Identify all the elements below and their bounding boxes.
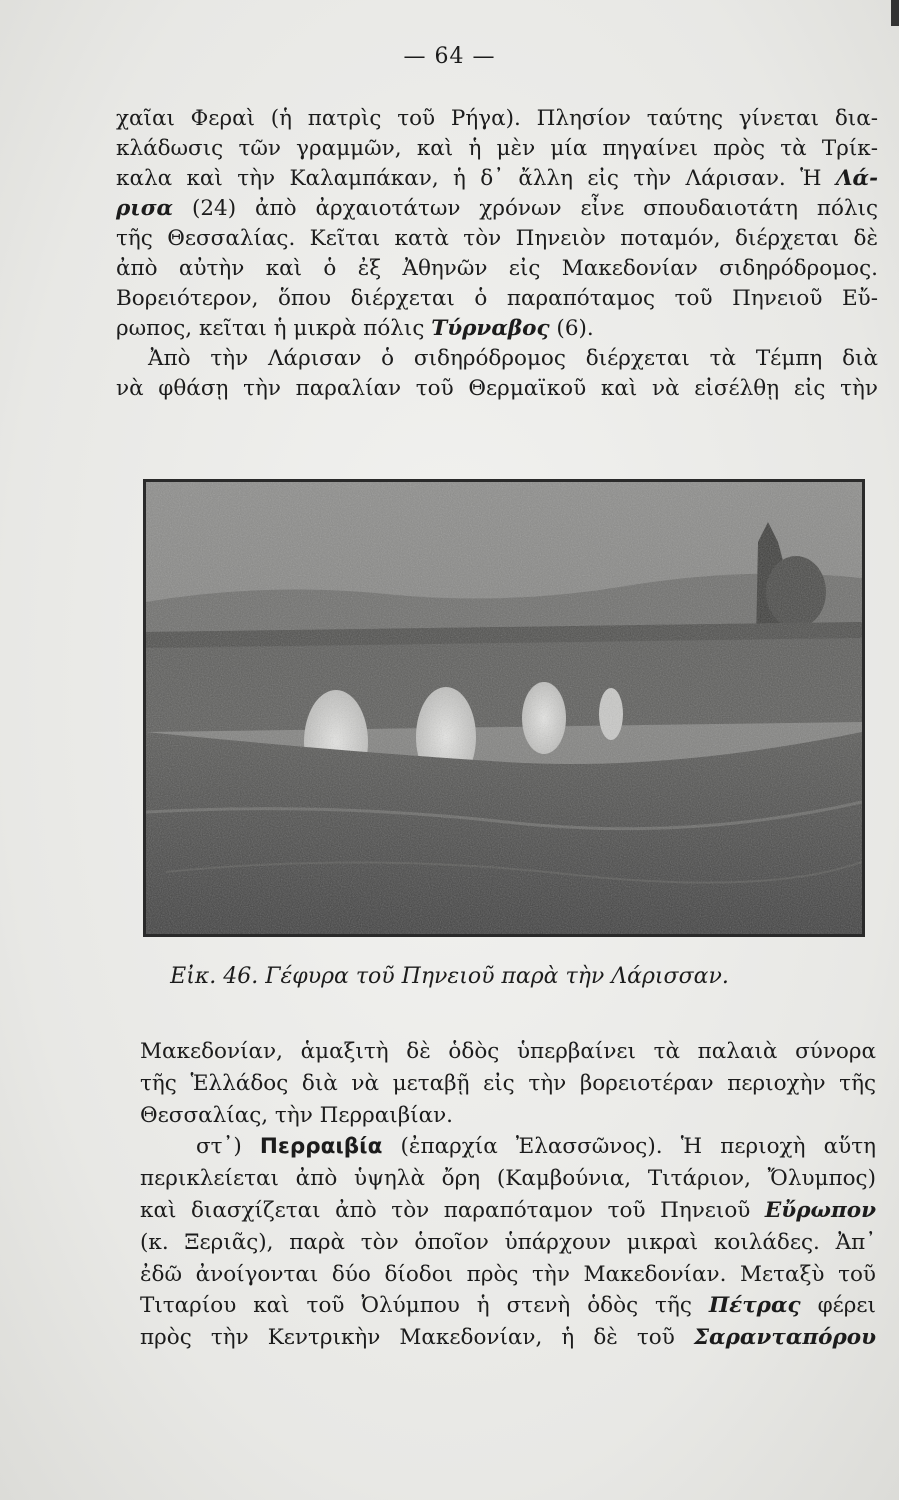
text-line: ἐδῶ ἀνοίγονται δύο δίοδοι πρὸς τὴν Μακεδονίαν. Μεταξὺ τοῦ — [140, 1261, 876, 1287]
text-line: Ἀπὸ τὴν Λάρισαν ὁ σιδηρόδρομος διέρχεται τὰ Τέμπη διὰ — [148, 346, 878, 371]
text-line: Θεσσαλίας, τὴν Περραιβίαν. — [140, 1102, 453, 1128]
bridge-photograph — [143, 479, 865, 937]
text-line: χαῖαι Φεραὶ (ἡ πατρὶς τοῦ Ρήγα). Πλησίον ταύτης γίνεται δια- — [116, 106, 878, 131]
text-line: (κ. Ξεριᾶς), παρὰ τὸν ὁποῖον ὑπάρχουν μικραὶ κοιλάδες. Ἀπ᾽ — [140, 1229, 876, 1255]
text-line: τῆς Θεσσαλίας. Κεῖται κατὰ τὸν Πηνειὸν ποταμόν, διέρχεται δὲ — [116, 226, 878, 251]
page-number: — 64 — — [403, 44, 496, 69]
text-line: καλα καὶ τὴν Καλαμπάκαν, ἡ δ᾽ ἄλλη εἰς τὴν Λάρισαν. Ἡ Λά- — [116, 166, 878, 191]
place-name-sarantaporo: Σαρανταπόρου — [693, 1325, 876, 1351]
figure-caption: Εἰκ. 46. Γέφυρα τοῦ Πηνειοῦ παρὰ τὴν Λάρισσαν. — [170, 964, 729, 989]
place-name-larisa-cont: ρισα — [116, 196, 174, 221]
photo-grain — [146, 482, 862, 934]
text-line: Μακεδονίαν, ἁμαξιτὴ δὲ ὁδὸς ὑπερβαίνει τὰ παλαιὰ σύνορα — [140, 1039, 876, 1064]
text-line: ρισα (24) ἀπὸ ἀρχαιοτάτων χρόνων εἶνε σπουδαιοτάτη πόλις — [116, 196, 878, 221]
text-line: νὰ φθάσῃ τὴν παραλίαν τοῦ Θερμαϊκοῦ καὶ νὰ εἰσέλθῃ εἰς τὴν — [116, 376, 878, 401]
section-heading-perraivia: Περραιβία — [259, 1134, 383, 1160]
text-line: Βορειότερον, ὅπου διέρχεται ὁ παραπόταμος τοῦ Πηνειοῦ Εὔ- — [116, 286, 878, 311]
page-edge-mark — [891, 0, 899, 26]
text-line: ἀπὸ αὐτὴν καὶ ὁ ἐξ Ἀθηνῶν εἰς Μακεδονίαν σιδηρόδρομος. — [116, 256, 878, 281]
river-name-evropos: Εὔρωπον — [764, 1197, 876, 1223]
text-line: τῆς Ἑλλάδος διὰ νὰ μεταβῇ εἰς τὴν βορειοτέραν περιοχὴν τῆς — [140, 1070, 876, 1096]
text-line: κλάδωσις τῶν γραμμῶν, καὶ ἡ μὲν μία πηγαίνει πρὸς τὰ Τρίκ- — [116, 136, 878, 161]
text-line: περικλείεται ἀπὸ ὑψηλὰ ὄρη (Καμβούνια, Τιτάριον, Ὄλυμπος) — [140, 1166, 876, 1192]
text-line: πρὸς τὴν Κεντρικὴν Μακεδονίαν, ἡ δὲ τοῦ Σαρανταπόρου — [140, 1325, 876, 1351]
text-line: στ᾽) Περραιβία (ἐπαρχία Ἐλασσῶνος). Ἡ περιοχὴ αὕτη — [196, 1134, 876, 1160]
text-line: Τιταρίου καὶ τοῦ Ὀλύμπου ἡ στενὴ ὁδὸς τῆς Πέτρας φέρει — [140, 1293, 876, 1319]
place-name-tyrnavos: Τύρναβος — [431, 316, 550, 341]
place-name-petra: Πέτρας — [708, 1293, 801, 1319]
bottom-paragraph — [140, 1036, 876, 1354]
bridge-photo-illustration — [146, 482, 862, 934]
text-line: ρωπος, κεῖται ἡ μικρὰ πόλις Τύρναβος (6). — [116, 316, 594, 341]
top-paragraph — [116, 104, 878, 404]
place-name-larisa: Λά- — [835, 166, 878, 191]
text-line: καὶ διασχίζεται ἀπὸ τὸν παραπόταμον τοῦ Πηνειοῦ Εὔρωπον — [140, 1197, 876, 1223]
